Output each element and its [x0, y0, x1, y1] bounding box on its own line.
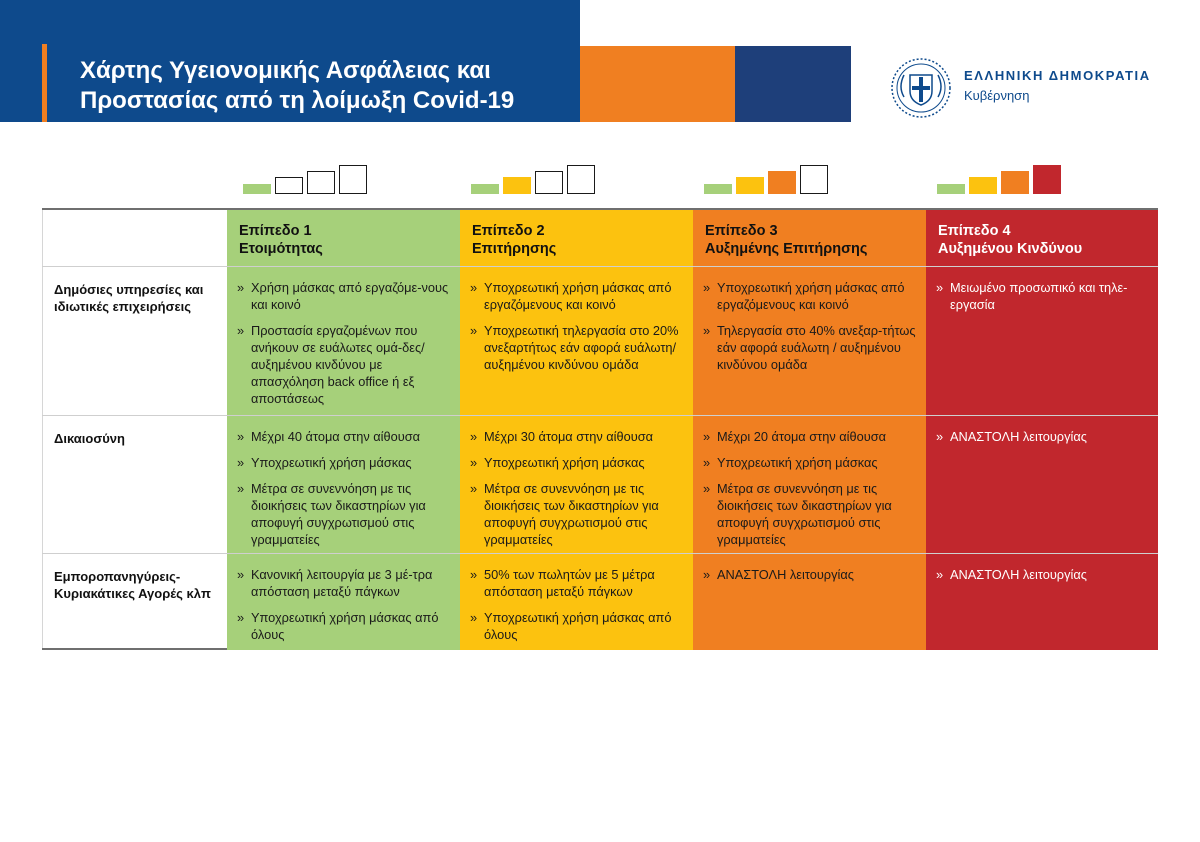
measure-item: » Μέχρι 40 άτομα στην αίθουσα — [237, 428, 450, 445]
level-1-number: Επίπεδο 1 — [239, 223, 312, 239]
level-bar-filled — [768, 171, 796, 194]
level-2-header — [460, 210, 693, 266]
level-2-indicator — [471, 162, 595, 194]
measure-item: » ΑΝΑΣΤΟΛΗ λειτουργίας — [936, 566, 1148, 583]
cell-markets-level-4 — [926, 554, 1158, 650]
level-bar-filled — [736, 177, 764, 194]
level-4-header — [926, 210, 1158, 266]
measure-item: » Μέχρι 30 άτομα στην αίθουσα — [470, 428, 683, 445]
cell-markets-level-2 — [460, 554, 693, 650]
measure-item: » Τηλεργασία στο 40% ανεξαρ-τήτως εάν αφορά ευάλωτη / αυξημένου κινδύνου ομάδα — [703, 322, 916, 373]
level-bar-empty — [275, 177, 303, 194]
level-bar-filled — [243, 184, 271, 194]
page-title — [80, 56, 570, 116]
cell-markets-level-3 — [693, 554, 926, 650]
level-4-indicator — [937, 162, 1061, 194]
measure-item: » Μέτρα σε συνεννόηση με τις διοικήσεις των δικαστηρίων για αποφυγή συγχρωτισμού στις γραμματείες — [470, 480, 683, 548]
measure-item: » Κανονική λειτουργία με 3 μέ-τρα απόσταση μεταξύ πάγκων — [237, 566, 450, 600]
level-1-name: Ετοιμότητας — [239, 241, 323, 257]
level-bar-empty — [339, 165, 367, 194]
measure-item: » Μέτρα σε συνεννόηση με τις διοικήσεις των δικαστηρίων για αποφυγή συγχρωτισμού στις γραμματείες — [237, 480, 450, 548]
measure-item: » Υποχρεωτική χρήση μάσκας από εργαζόμενους και κοινό — [470, 279, 683, 313]
level-bar-filled — [471, 184, 499, 194]
level-3-name: Αυξημένης Επιτήρησης — [705, 241, 868, 257]
measure-item: » Μέχρι 20 άτομα στην αίθουσα — [703, 428, 916, 445]
measure-item: » Υποχρεωτική χρήση μάσκας από όλους — [470, 609, 683, 643]
page-title-line-2: Προστασίας από τη λοίμωξη Covid-19 — [80, 87, 515, 114]
measure-item: » Χρήση μάσκας από εργαζόμε-νους και κοινό — [237, 279, 450, 313]
level-4-number: Επίπεδο 4 — [938, 223, 1011, 239]
cell-public-services-level-4 — [926, 267, 1158, 415]
row-label-street-markets: Εμποροπανηγύρεις-Κυριακάτικες Αγορές κλπ — [54, 569, 211, 601]
measure-item: » Υποχρεωτική χρήση μάσκας από όλους — [237, 609, 450, 643]
measures-table — [42, 208, 1158, 650]
cell-justice-level-3 — [693, 416, 926, 553]
level-2-number: Επίπεδο 2 — [472, 223, 545, 239]
measure-item: » Υποχρεωτική χρήση μάσκας από εργαζόμενους και κοινό — [703, 279, 916, 313]
measure-item: » Προστασία εργαζομένων που ανήκουν σε ευάλωτες ομά-δες/αυξημένου κινδύνου με απασχόληση back office ή εξ αποστάσεως — [237, 322, 450, 407]
level-bar-empty — [535, 171, 563, 194]
level-bar-empty — [800, 165, 828, 194]
header-accent-bar — [42, 44, 47, 122]
level-3-header — [693, 210, 926, 266]
cell-public-services-level-3 — [693, 267, 926, 415]
cell-public-services-level-1 — [227, 267, 460, 415]
level-1-indicator — [243, 162, 367, 194]
level-bar-filled — [1001, 171, 1029, 194]
government-subtitle: Κυβέρνηση — [964, 88, 1030, 103]
row-label-public-services: Δημόσιες υπηρεσίες και ιδιωτικές επιχειρήσεις — [54, 282, 204, 314]
measure-item: » Υποχρεωτική χρήση μάσκας — [703, 454, 916, 471]
page-title-line-1: Χάρτης Υγειονομικής Ασφάλειας και — [80, 57, 491, 84]
level-2-name: Επιτήρησης — [472, 241, 557, 257]
cell-markets-level-1 — [227, 554, 460, 650]
level-3-indicator — [704, 162, 828, 194]
level-bar-filled — [704, 184, 732, 194]
level-bar-filled — [1033, 165, 1061, 194]
header-orange-block — [580, 46, 735, 122]
measure-item: » Υποχρεωτική χρήση μάσκας — [237, 454, 450, 471]
measure-item: » Μέτρα σε συνεννόηση με τις διοικήσεις των δικαστηρίων για αποφυγή συγχρωτισμού στις γραμματείες — [703, 480, 916, 548]
greek-coat-of-arms-icon — [890, 57, 952, 119]
measure-item: » Υποχρεωτική τηλεργασία στο 20% ανεξαρτήτως εάν αφορά ευάλωτη/αυξημένου κινδύνου ομάδα — [470, 322, 683, 373]
measure-item: » ΑΝΑΣΤΟΛΗ λειτουργίας — [703, 566, 916, 583]
level-3-number: Επίπεδο 3 — [705, 223, 778, 239]
level-4-name: Αυξημένου Κινδύνου — [938, 241, 1083, 257]
government-name: ΕΛΛΗΝΙΚΗ ΔΗΜΟΚΡΑΤΙΑ — [964, 68, 1151, 83]
header-navy-block — [735, 46, 851, 122]
level-1-header — [227, 210, 460, 266]
measure-item: » ΑΝΑΣΤΟΛΗ λειτουργίας — [936, 428, 1148, 445]
row-label-justice: Δικαιοσύνη — [54, 431, 125, 446]
cell-justice-level-4 — [926, 416, 1158, 553]
level-bar-empty — [307, 171, 335, 194]
level-bar-empty — [567, 165, 595, 194]
cell-justice-level-1 — [227, 416, 460, 553]
cell-justice-level-2 — [460, 416, 693, 553]
measure-item: » Υποχρεωτική χρήση μάσκας — [470, 454, 683, 471]
level-bar-filled — [937, 184, 965, 194]
level-bar-filled — [503, 177, 531, 194]
measure-item: » Μειωμένο προσωπικό και τηλε-εργασία — [936, 279, 1148, 313]
level-bar-filled — [969, 177, 997, 194]
cell-public-services-level-2 — [460, 267, 693, 415]
measure-item: » 50% των πωλητών με 5 μέτρα απόσταση μεταξύ πάγκων — [470, 566, 683, 600]
